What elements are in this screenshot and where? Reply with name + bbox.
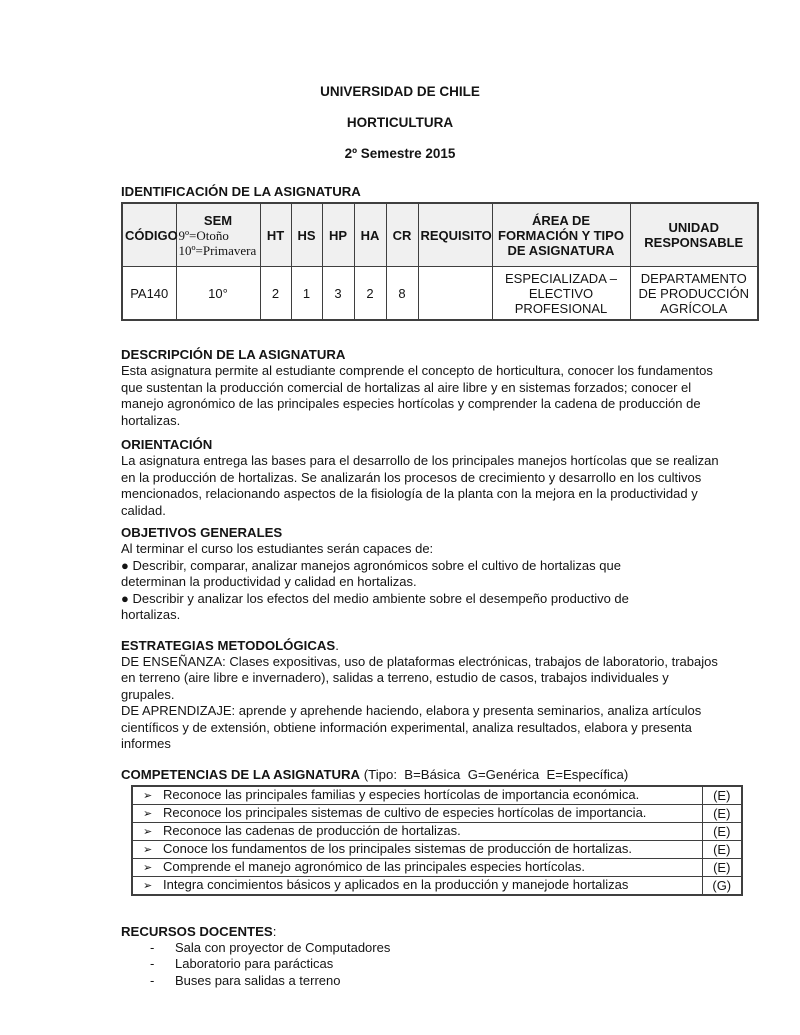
col-header-codigo: CÓDIGO <box>122 203 176 267</box>
sem-title: SEM <box>203 212 233 228</box>
competencia-tipo: (E) <box>702 804 742 822</box>
arrow-bullet-icon: ➢ <box>143 825 153 838</box>
competencia-text: Reconoce los principales sistemas de cultivo de especies hortícolas de importancia. <box>163 804 647 820</box>
competencia-text: Integra concimientos básicos y aplicados en la producción y manejode hortalizas <box>163 876 629 892</box>
col-header-ha: HA <box>354 203 386 267</box>
cell-hs: 1 <box>291 267 322 321</box>
recurso-text: Sala con proyector de Computadores <box>175 939 391 955</box>
objetivos-intro: Al terminar el curso los estudiantes serán capaces de: <box>121 541 434 556</box>
estrategias-aprendizaje: DE APRENDIZAJE: aprende y aprehende haciendo, elabora y presenta seminarios, analiza artículos científicos y de extensión, obtiene información experimental, analiza resultados, elabora y presenta informes <box>121 703 702 751</box>
competencia-text: Conoce los fundamentos de los principales sistemas de producción de hortalizas. <box>163 840 632 856</box>
university-title: UNIVERSIDAD DE CHILE <box>320 84 480 99</box>
orientacion-heading: ORIENTACIÓN <box>121 437 213 452</box>
cell-unidad: DEPARTAMENTO DE PRODUCCIÓN AGRÍCOLA <box>630 267 758 321</box>
section-recursos <box>121 924 761 990</box>
arrow-bullet-icon: ➢ <box>143 861 153 874</box>
recurso-text: Laboratorio para parácticas <box>175 956 334 971</box>
cell-requisito <box>418 267 492 321</box>
list-item <box>121 940 761 957</box>
section-descripcion <box>121 347 761 429</box>
cell-ht: 2 <box>260 267 291 321</box>
arrow-bullet-icon: ➢ <box>143 843 153 856</box>
cell-codigo: PA140 <box>122 267 176 321</box>
col-header-cr: CR <box>386 203 418 267</box>
section-competencias <box>121 767 761 896</box>
recurso-text: Buses para salidas a terreno <box>175 972 341 988</box>
col-header-hs: HS <box>291 203 322 267</box>
document-header <box>0 0 800 162</box>
competencias-heading: COMPETENCIAS DE LA ASIGNATURA (Tipo: B=Básica G=Genérica E=Específica) <box>121 766 629 782</box>
section-identificacion <box>121 184 761 321</box>
arrow-bullet-icon: ➢ <box>143 807 153 820</box>
competencia-tipo: (E) <box>702 822 742 840</box>
dash-bullet-icon: - <box>150 972 155 988</box>
arrow-bullet-icon: ➢ <box>143 789 153 802</box>
estrategias-heading-period: . <box>335 637 339 653</box>
section-estrategias <box>121 638 761 753</box>
identificacion-heading: IDENTIFICACIÓN DE LA ASIGNATURA <box>121 184 361 199</box>
col-header-hp: HP <box>322 203 354 267</box>
competencia-text: Reconoce las principales familias y especies hortícolas de importancia económica. <box>163 786 640 802</box>
objetivo-item: ● Describir, comparar, analizar manejos agronómicos sobre el cultivo de hortalizas que determinan la productividad y calidad en hortalizas. <box>121 557 621 589</box>
competencia-row <box>132 804 742 822</box>
estrategias-ensenanza: DE ENSEÑANZA: Clases expositivas, uso de plataformas electrónicas, trabajos de laboratorio, trabajos en terreno (aire libre e invernadero), salidas a terreno, estudio de casos, trabajos individuales y grupales. <box>121 653 718 702</box>
competencias-tipo-legend: (Tipo: B=Básica G=Genérica E=Específica) <box>360 766 629 782</box>
identificacion-data-row <box>122 267 758 321</box>
competencia-row <box>132 840 742 858</box>
competencia-row <box>132 822 742 840</box>
list-item <box>121 956 761 973</box>
cell-hp: 3 <box>322 267 354 321</box>
dash-bullet-icon: - <box>150 956 155 971</box>
dash-bullet-icon: - <box>150 939 155 955</box>
competencia-row <box>132 786 742 805</box>
recursos-heading-colon: : <box>272 923 277 939</box>
semester-title: 2º Semestre 2015 <box>344 146 456 161</box>
section-orientacion <box>121 437 761 519</box>
col-header-area: ÁREA DE FORMACIÓN Y TIPO DE ASIGNATURA <box>492 203 630 267</box>
identificacion-table <box>121 202 759 321</box>
identificacion-header-row <box>122 203 758 267</box>
competencia-tipo: (G) <box>702 876 742 895</box>
cell-area: ESPECIALIZADA – ELECTIVO PROFESIONAL <box>492 267 630 321</box>
competencia-text: Comprende el manejo agronómico de las principales especies hortícolas. <box>163 858 586 874</box>
col-header-requisito: REQUISITO <box>418 203 492 267</box>
descripcion-heading: DESCRIPCIÓN DE LA ASIGNATURA <box>121 347 346 362</box>
section-objetivos <box>121 525 761 624</box>
competencia-tipo: (E) <box>702 840 742 858</box>
col-header-ht: HT <box>260 203 291 267</box>
competencia-row <box>132 858 742 876</box>
competencias-table <box>131 785 743 896</box>
competencia-row <box>132 876 742 895</box>
descripcion-body: Esta asignatura permite al estudiante comprende el concepto de horticultura, conocer los fundamentos que sustentan la producción comercial de hortalizas al aire libre y en sistemas forzados; conocer el manejo agronómico de las principales especies hortícolas y comprender la cadena de producción de hortalizas. <box>121 363 713 428</box>
document-body <box>121 184 761 989</box>
cell-sem: 10° <box>176 267 260 321</box>
sem-legend-otono: 9º=Otoño <box>178 227 229 243</box>
objetivos-heading: OBJETIVOS GENERALES <box>121 525 283 540</box>
orientacion-body: La asignatura entrega las bases para el desarrollo de los principales manejos hortícolas que se realizan en la producción de hortalizas. Se analizarán los procesos de crecimiento y desarrollo en los cultivos mencionados, relacionando aspectos de la fisiología de la planta con la mejora en la productividad y calidad. <box>121 453 719 518</box>
competencia-tipo: (E) <box>702 858 742 876</box>
list-item <box>121 973 761 990</box>
objetivo-item: ● Describir y analizar los efectos del medio ambiente sobre el desempeño productivo de hortalizas. <box>121 590 629 622</box>
competencia-tipo: (E) <box>702 786 742 805</box>
competencia-text: Reconoce las cadenas de producción de hortalizas. <box>163 822 461 838</box>
recursos-heading: RECURSOS DOCENTES: <box>121 923 277 939</box>
col-header-unidad: UNIDAD RESPONSABLE <box>630 203 758 267</box>
estrategias-heading: ESTRATEGIAS METODOLÓGICAS. <box>121 637 339 653</box>
sem-legend-primavera: 10º=Primavera <box>178 242 257 258</box>
col-header-sem <box>176 203 260 267</box>
arrow-bullet-icon: ➢ <box>143 879 153 892</box>
course-title: HORTICULTURA <box>346 115 454 130</box>
cell-ha: 2 <box>354 267 386 321</box>
cell-cr: 8 <box>386 267 418 321</box>
